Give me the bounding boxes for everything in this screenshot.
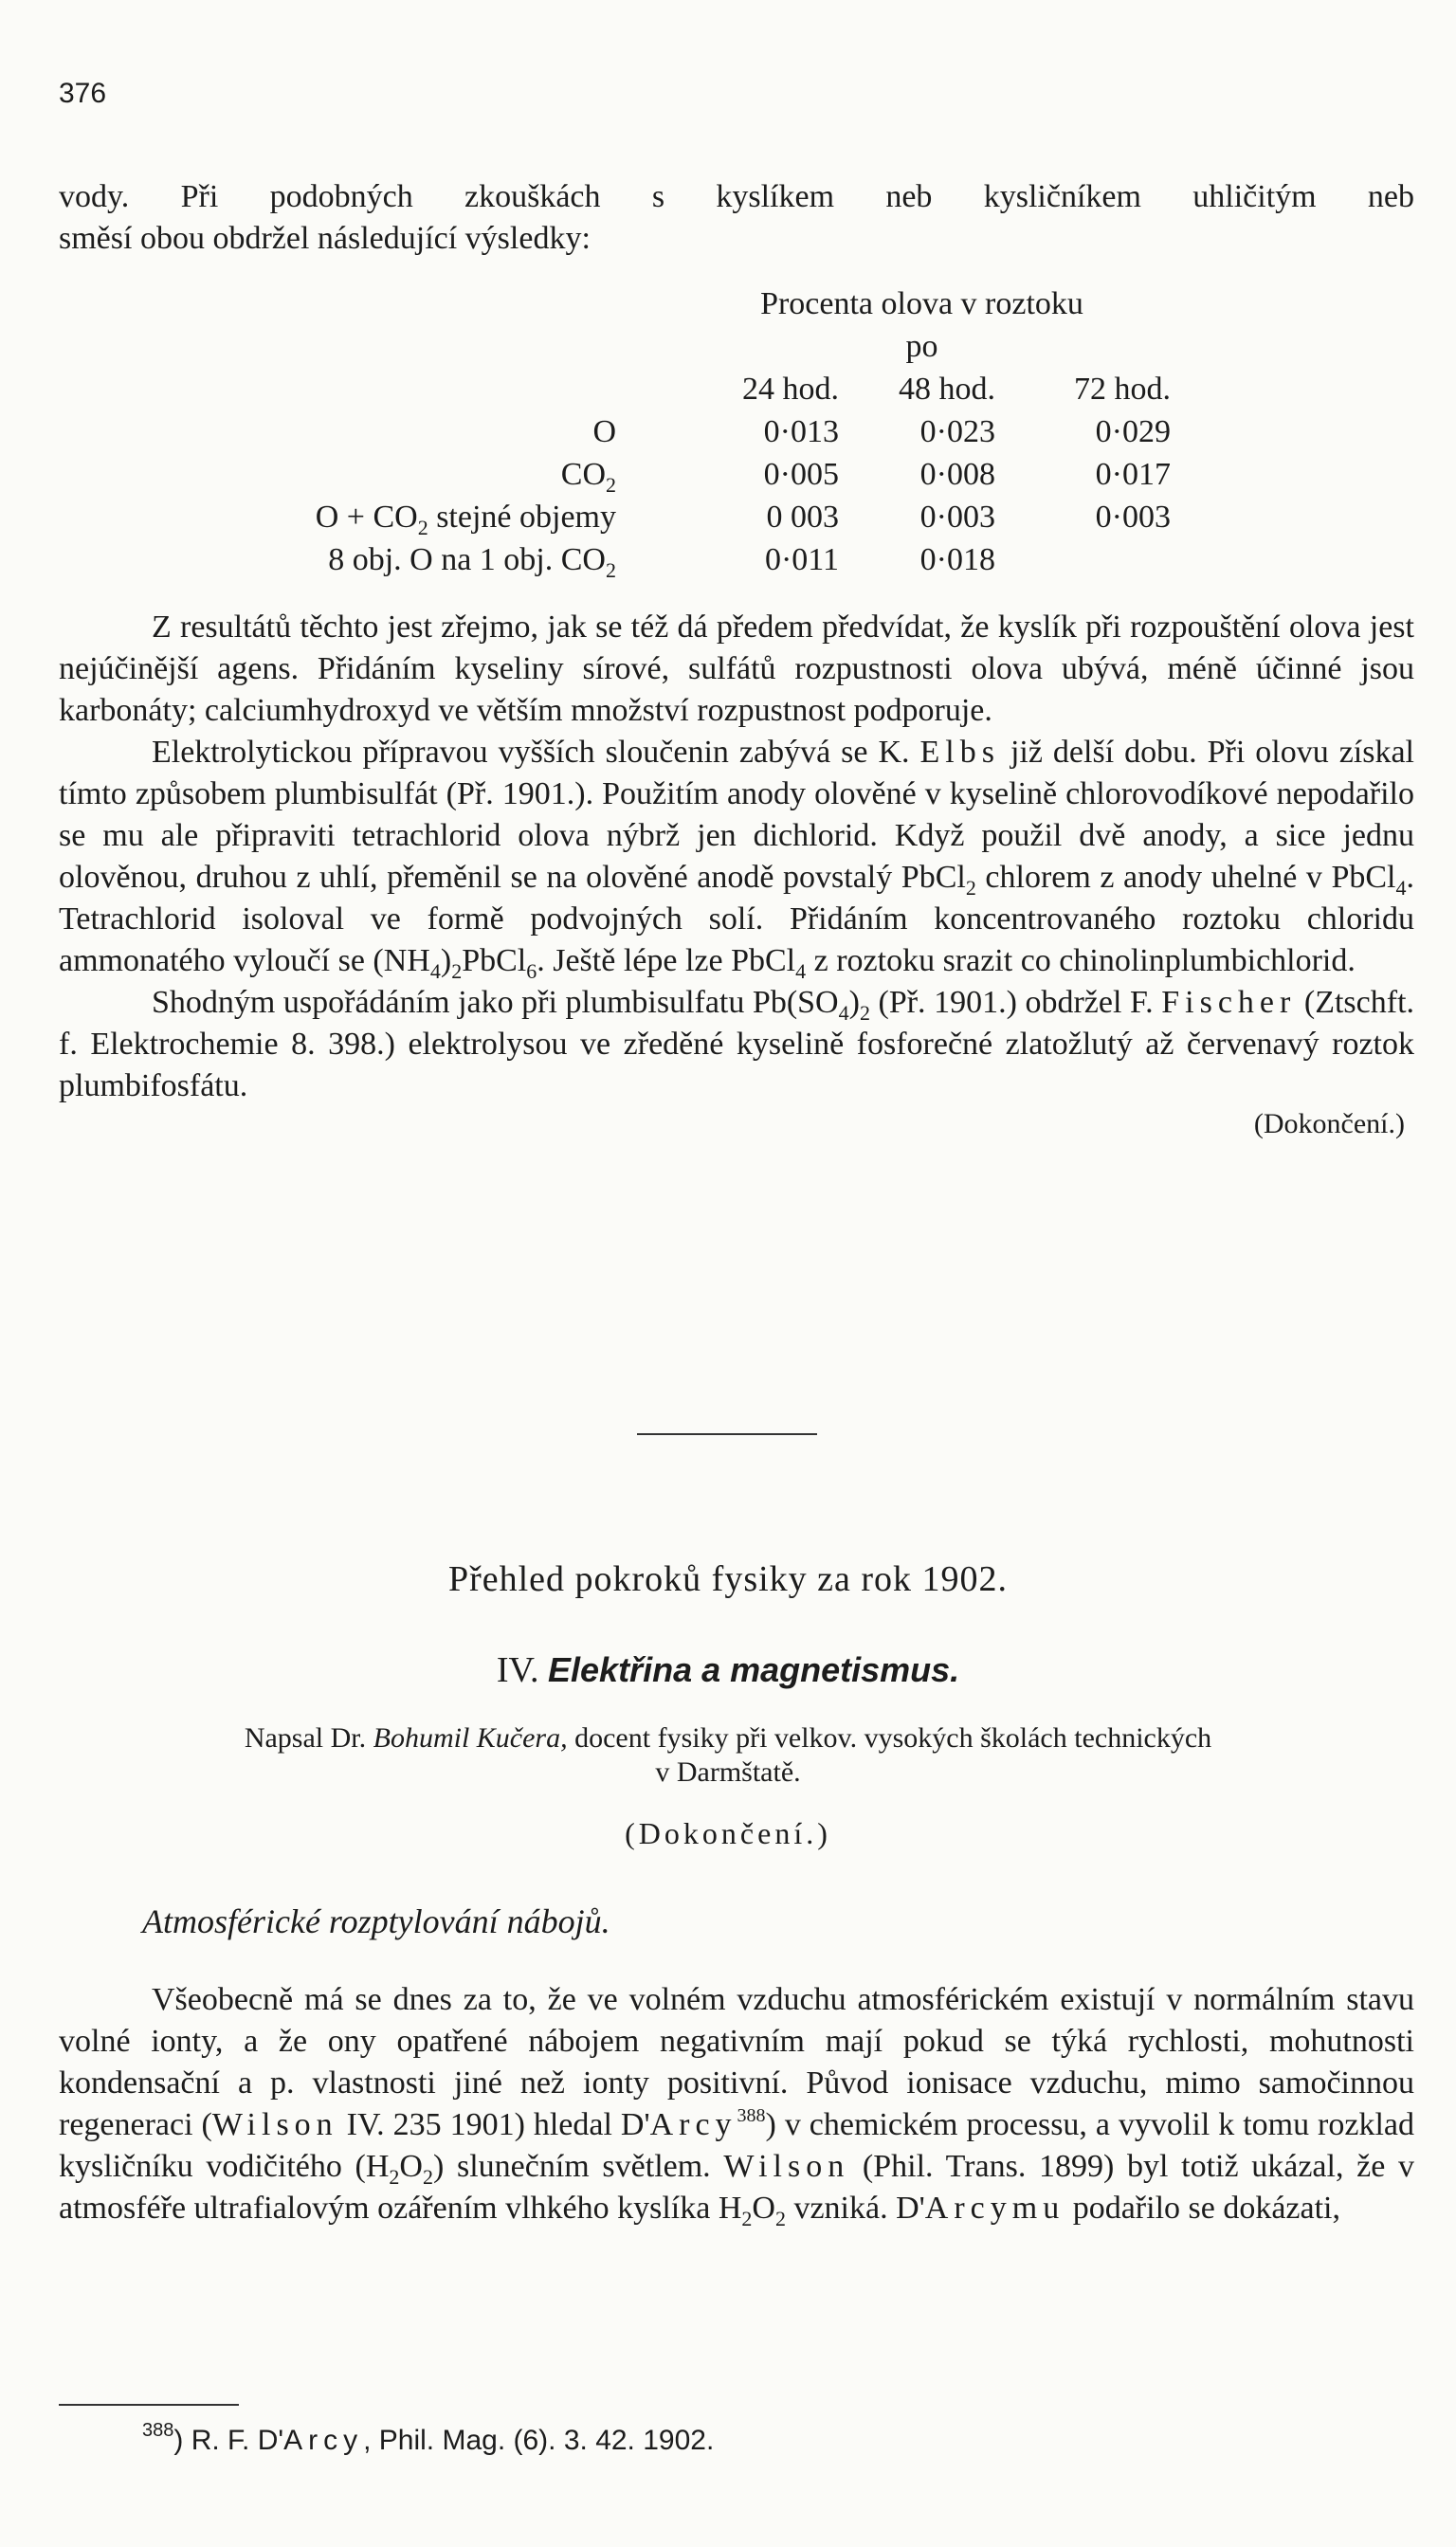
footnote: $^{388}$) R. F. D'Arcy, Phil. Mag. (6). 3. 42. 1902. <box>142 2420 715 2456</box>
table-header-top: Procenta olova v roztoku <box>760 286 1083 321</box>
body-text-1 <box>59 607 1414 1141</box>
row-label: 8 obj. O na 1 obj. $CO_2$ <box>328 542 616 582</box>
paragraph-1: Z resultátů těchto jest zřejmo, jak se též dá předem předvídat, že kyslík při rozpouštění olova jest nejúčinější agens. Přidáním kyseliny sírové, sulfátů rozpustnosti olova ubývá, méně účinné jsou karbonáty; calciumhydroxyd ve větším množství rozpustnost podporuje. <box>59 609 1414 728</box>
cell <box>995 538 1171 581</box>
table-row <box>284 410 1171 453</box>
cell: 0·005 <box>763 457 839 492</box>
col-header-24: 24 hod. <box>742 372 839 407</box>
paragraph-4: Všeobecně má se dnes za to, že ve volném vzduchu atmosférickém existují v normálním stavu volné ionty, a že ony opatřené nábojem negativním mají pokud se týká rychlosti, mohutnosti kondensační a p. vlastnosti jiné než ionty positivní. Původ ionisace vzduchu, mimo samočinnou regeneraci (Wilson IV. 235 1901) hledal D'Arcy$^{388}$) v chemickém processu, a vyvolil k tomu rozklad kysličníku vodičitého $(H_2O_2)$ slunečním světlem. Wilson (Phil. Trans. 1899) byl totiž ukázal, že v atmosféře ultrafialovým ozářením vlhkého kyslíka $H_2O_2$ vzniká. D'Arcymu podařilo se dokázati, <box>59 1982 1415 2230</box>
paragraph-2: Elektrolytickou přípravou vyšších sloučenin zabývá se K. Elbs již delší dobu. Při olovu získal tímto způsobem plumbisulfát (Př. 1901.). Použitím anody olověné v kyselině chlorovodíkové nepodařilo se mu ale připraviti tetrachlorid olova nýbrž jen dichlorid. Když použil dvě anody, a sice jednu olověnou, druhou z uhlí, přeměnil se na olověné anodě povstalý PbCl$_2$ chlorem z anody uhelné v PbCl$_4$. Tetrachlorid isoloval ve formě podvojných solí. Přidáním koncentrovaného roztoku chloridu ammonatého vyloučí se $(NH_4)_2PbCl_6$. Ještě lépe lze PbCl$_4$ z roztoku srazit co chinolinplumbichlorid. <box>59 735 1415 983</box>
row-label: $O + CO_2$ stejné objemy <box>315 500 616 539</box>
author-name: Bohumil Kučera, <box>373 1722 568 1754</box>
row-label: O <box>592 414 616 449</box>
subheading: Atmosférické rozptylování nábojů. <box>142 1902 610 1940</box>
cell: 0·003 <box>1095 500 1171 535</box>
table-row <box>284 496 1171 538</box>
intro-text <box>59 176 1414 260</box>
col-header-72: 72 hod. <box>1074 372 1171 407</box>
cell: 0 003 <box>766 500 839 535</box>
cell: 0·017 <box>1095 457 1171 492</box>
table-row <box>284 538 1171 581</box>
cell: 0·003 <box>919 500 995 535</box>
intro-line-1: vody. Při podobných zkouškách s kyslíkem neb kysličníkem uhličitým neb <box>59 179 1414 214</box>
col-header-48: 48 hod. <box>899 372 995 407</box>
continued-label: (Dokončení.) <box>625 1816 831 1850</box>
section-heading <box>0 1649 1456 1691</box>
paragraph-3: Shodným uspořádáním jako při plumbisulfatu $Pb(SO_4)_2$ (Př. 1901.) obdržel F. Fischer (Ztschft. f. Elektrochemie 8. 398.) elektrolysou ve zředěné kyselině fosforečné zlatožlutý až červenavý roztok plumbifosfátu. <box>59 985 1415 1103</box>
table-row <box>284 453 1171 496</box>
article-title: Přehled pokroků fysiky za rok 1902. <box>447 1559 1009 1599</box>
cell: 0·013 <box>763 414 839 449</box>
cell: 0·029 <box>1095 414 1171 449</box>
body-text-2 <box>59 1979 1414 2229</box>
table-header-po: po <box>905 329 938 364</box>
cell: 0·008 <box>919 457 995 492</box>
row-label: $CO_2$ <box>560 457 616 497</box>
section-number: IV. <box>496 1650 539 1690</box>
cell: 0·023 <box>919 414 995 449</box>
page-number: 376 <box>59 78 107 109</box>
continued-note: (Dokončení.) <box>1253 1108 1405 1139</box>
results-table <box>284 282 1171 581</box>
cell: 0·011 <box>764 542 839 577</box>
footnote-rule <box>59 2404 239 2406</box>
byline: Napsal Dr. Bohumil Kučera, docent fysiky při velkov. vysokých školách technických v Darmštatě. <box>244 1722 1212 1788</box>
intro-line-2: směsí obou obdržel následující výsledky: <box>59 221 591 256</box>
cell: 0·018 <box>919 542 995 577</box>
section-title: Elektřina a magnetismus. <box>548 1650 960 1689</box>
separator-rule <box>637 1433 817 1435</box>
